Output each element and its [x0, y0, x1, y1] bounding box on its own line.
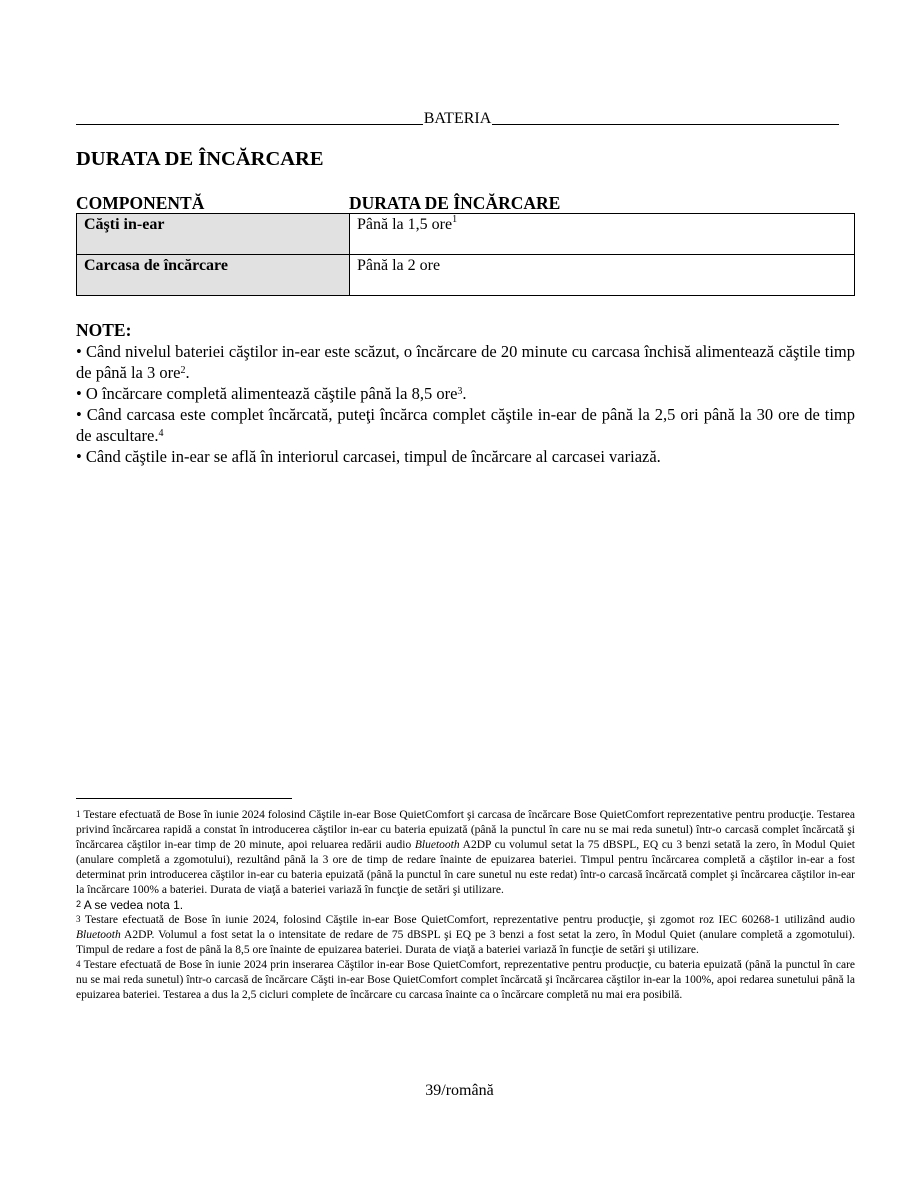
note-text: • Când carcasa este complet încărcată, puteţi încărca complet căştile in-ear de până la 2,5 ori până la 30 ore de timp de ascultare. — [76, 405, 855, 445]
section-header-label: BATERIA — [423, 110, 492, 127]
notes-section — [76, 320, 855, 467]
note-item — [76, 341, 855, 383]
footnote-3 — [76, 913, 855, 958]
charging-time-table — [76, 213, 855, 296]
footnotes-section — [76, 808, 855, 1003]
footnote-ref: 1 — [452, 214, 458, 225]
note-text: • Când nivelul bateriei căştilor in-ear este scăzut, o încărcare de 20 minute cu carcasa închisă alimentează căştile timp de până la 3 ore — [76, 342, 855, 382]
footnote-marker: 2 — [76, 899, 82, 909]
footnote-text: A2DP cu volumul setat la 75 dBSPL, EQ cu 3 benzi setată la zero, în Modul Quiet (anulare completă a zgomotului), rezultând până la 3 ore de timp de redare înainte de epuizarea bateriei. Timpul pentru încărcarea completă a căştilor in-ear a fost determinat prin introducerea căştilor in-ear cu bateria epuizată (până la punctul în care sunetul nu este redat) într-o carcasă încărcată complet şi încărcarea căştilor in-ear la încărcare 100% a bateriei. Durata de viaţă a bateriei variază în funcţie de setări şi utilizare. — [76, 839, 855, 896]
section-header — [76, 108, 839, 128]
table-cell-component: Căşti in-ear — [77, 214, 350, 255]
note-item — [76, 383, 855, 404]
footnote-italic: Bluetooth — [414, 839, 460, 851]
footnote-4 — [76, 958, 855, 1003]
footnote-ref: 3 — [457, 386, 463, 397]
footnote-2 — [76, 898, 855, 913]
column-header-component: COMPONENTĂ — [76, 193, 205, 213]
footnote-marker: 3 — [76, 914, 81, 924]
table-row — [77, 255, 855, 296]
notes-heading: NOTE: — [76, 320, 132, 340]
note-text: • O încărcare completă alimentează căştile până la 8,5 ore — [76, 384, 458, 403]
note-item — [76, 404, 855, 446]
table-cell-duration — [350, 255, 855, 296]
table-cell-duration — [350, 214, 855, 255]
footnote-italic: Bluetooth — [76, 929, 121, 941]
footnote-text: A se vedea nota 1. — [81, 898, 184, 912]
duration-text: Până la 1,5 ore — [357, 216, 453, 233]
table-cell-component: Carcasa de încărcare — [77, 255, 350, 296]
duration-text: Până la 2 ore — [357, 257, 441, 274]
footnote-ref: 2 — [180, 365, 186, 376]
note-item — [76, 446, 855, 467]
footnote-separator — [76, 798, 292, 799]
footnote-text: Testare efectuată de Bose în iunie 2024 prin inserarea Căştilor in-ear Bose QuietComfort, reprezentative pentru producţie, cu bateria epuizată (până la punctul în care nu se mai reda sunetul) într-o carcasă de încărcare Căşti in-ear Bose QuietComfort complet încărcată şi încărcarea căştilor in-ear la 100%, apoi redarea sunetului până la epuizarea bateriei. Testarea a dus la 2,5 cicluri complete de încărcare cu carcasa înainte ca o încărcare completă nu mai era posibilă. — [76, 959, 855, 1001]
footnote-text: Testare efectuată de Bose în iunie 2024, folosind Căştile in-ear Bose QuietComfort, reprezentative pentru producţie, şi zgomot roz IEC 60268-1 utilizând audio — [80, 914, 855, 926]
header-line-right — [492, 124, 839, 125]
page-number: 39/română — [425, 1082, 494, 1099]
footnote-marker: 4 — [76, 959, 81, 969]
note-text: • Când căştile in-ear se află în interiorul carcasei, timpul de încărcare al carcasei variază. — [76, 447, 661, 466]
header-line-left — [76, 124, 423, 125]
table-row — [77, 214, 855, 255]
footnote-text: Testare efectuată de Bose în iunie 2024 folosind Căştile in-ear Bose QuietComfort şi carcasa de încărcare Bose QuietComfort reprezentative pentru producţie. Testarea privind încărcarea rapidă a constat în introducerea căştilor in-ear cu bateria epuizată (până la punctul în care nu se mai reda sunetul) într-o carcasă complet încărcată şi încărcarea căştilor in-ear timp de 20 minute, apoi reluarea redării audio — [76, 809, 855, 851]
footnote-text: A2DP. Volumul a fost setat la o intensitate de redare de 75 dBSPL şi EQ pe 3 benzi a fost setat la zero, în Modul Quiet (anulare completă a zgomotului). Timpul de redare a fost de până la 8,5 ore înainte de epuizarea bateriei. Durata de viaţă a bateriei variază în funcţie de setări şi utilizare. — [76, 929, 855, 956]
column-header-duration: DURATA DE ÎNCĂRCARE — [349, 193, 561, 213]
page-title: DURATA DE ÎNCĂRCARE — [76, 148, 324, 170]
note-punct: . — [185, 363, 190, 382]
note-punct: . — [462, 384, 467, 403]
footnote-marker: 1 — [76, 809, 81, 819]
footnote-ref: 4 — [158, 428, 164, 439]
footnote-1 — [76, 808, 855, 898]
